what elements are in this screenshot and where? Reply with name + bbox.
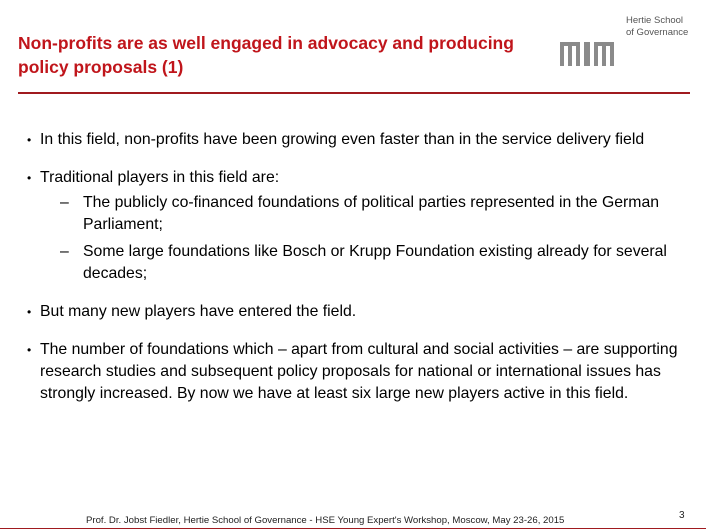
bullet-item — [18, 339, 694, 405]
title-divider — [18, 92, 690, 94]
logo-line-1: Hertie School — [626, 15, 684, 26]
logo-line-2: of Governance — [626, 27, 689, 38]
bullet-text: In this field, non-profits have been growing even faster than in the service delivery field — [40, 131, 645, 148]
slide-footer: Prof. Dr. Jobst Fiedler, Hertie School of Governance - HSE Young Expert's Workshop, Moscow, May 23-26, 2015 — [86, 515, 565, 526]
sub-bullet-text: The publicly co-financed foundations of political parties represented in the German Parliament; — [83, 194, 660, 233]
bullet-marker: • — [27, 343, 32, 357]
sub-bullet-item — [40, 192, 694, 236]
sub-bullet-text: Some large foundations like Bosch or Krupp Foundation existing already for several decades; — [83, 243, 667, 282]
slide-title: Non-profits are as well engaged in advocacy and producing policy proposals (1) — [18, 33, 514, 77]
dash-marker: – — [60, 194, 69, 211]
page-number: 3 — [679, 510, 685, 521]
bullet-item — [18, 129, 694, 151]
bullet-item — [18, 301, 694, 323]
bullet-text: Traditional players in this field are: — [40, 169, 280, 186]
logo-mark — [560, 42, 614, 66]
bullet-text: The number of foundations which – apart from cultural and social activities – are supporting research studies and subsequent policy proposals for national or international issues has strongly increased. By now we have at least six large new players active in this field. — [40, 341, 678, 402]
bullet-text: But many new players have entered the field. — [40, 303, 357, 320]
bullet-list — [18, 129, 694, 421]
dash-marker: – — [60, 243, 69, 260]
bullet-item — [18, 167, 694, 285]
bullet-marker: • — [27, 171, 32, 185]
sub-bullet-item — [40, 241, 694, 285]
logo-text — [626, 15, 688, 39]
bullet-marker: • — [27, 305, 32, 319]
bullet-marker: • — [27, 133, 32, 147]
